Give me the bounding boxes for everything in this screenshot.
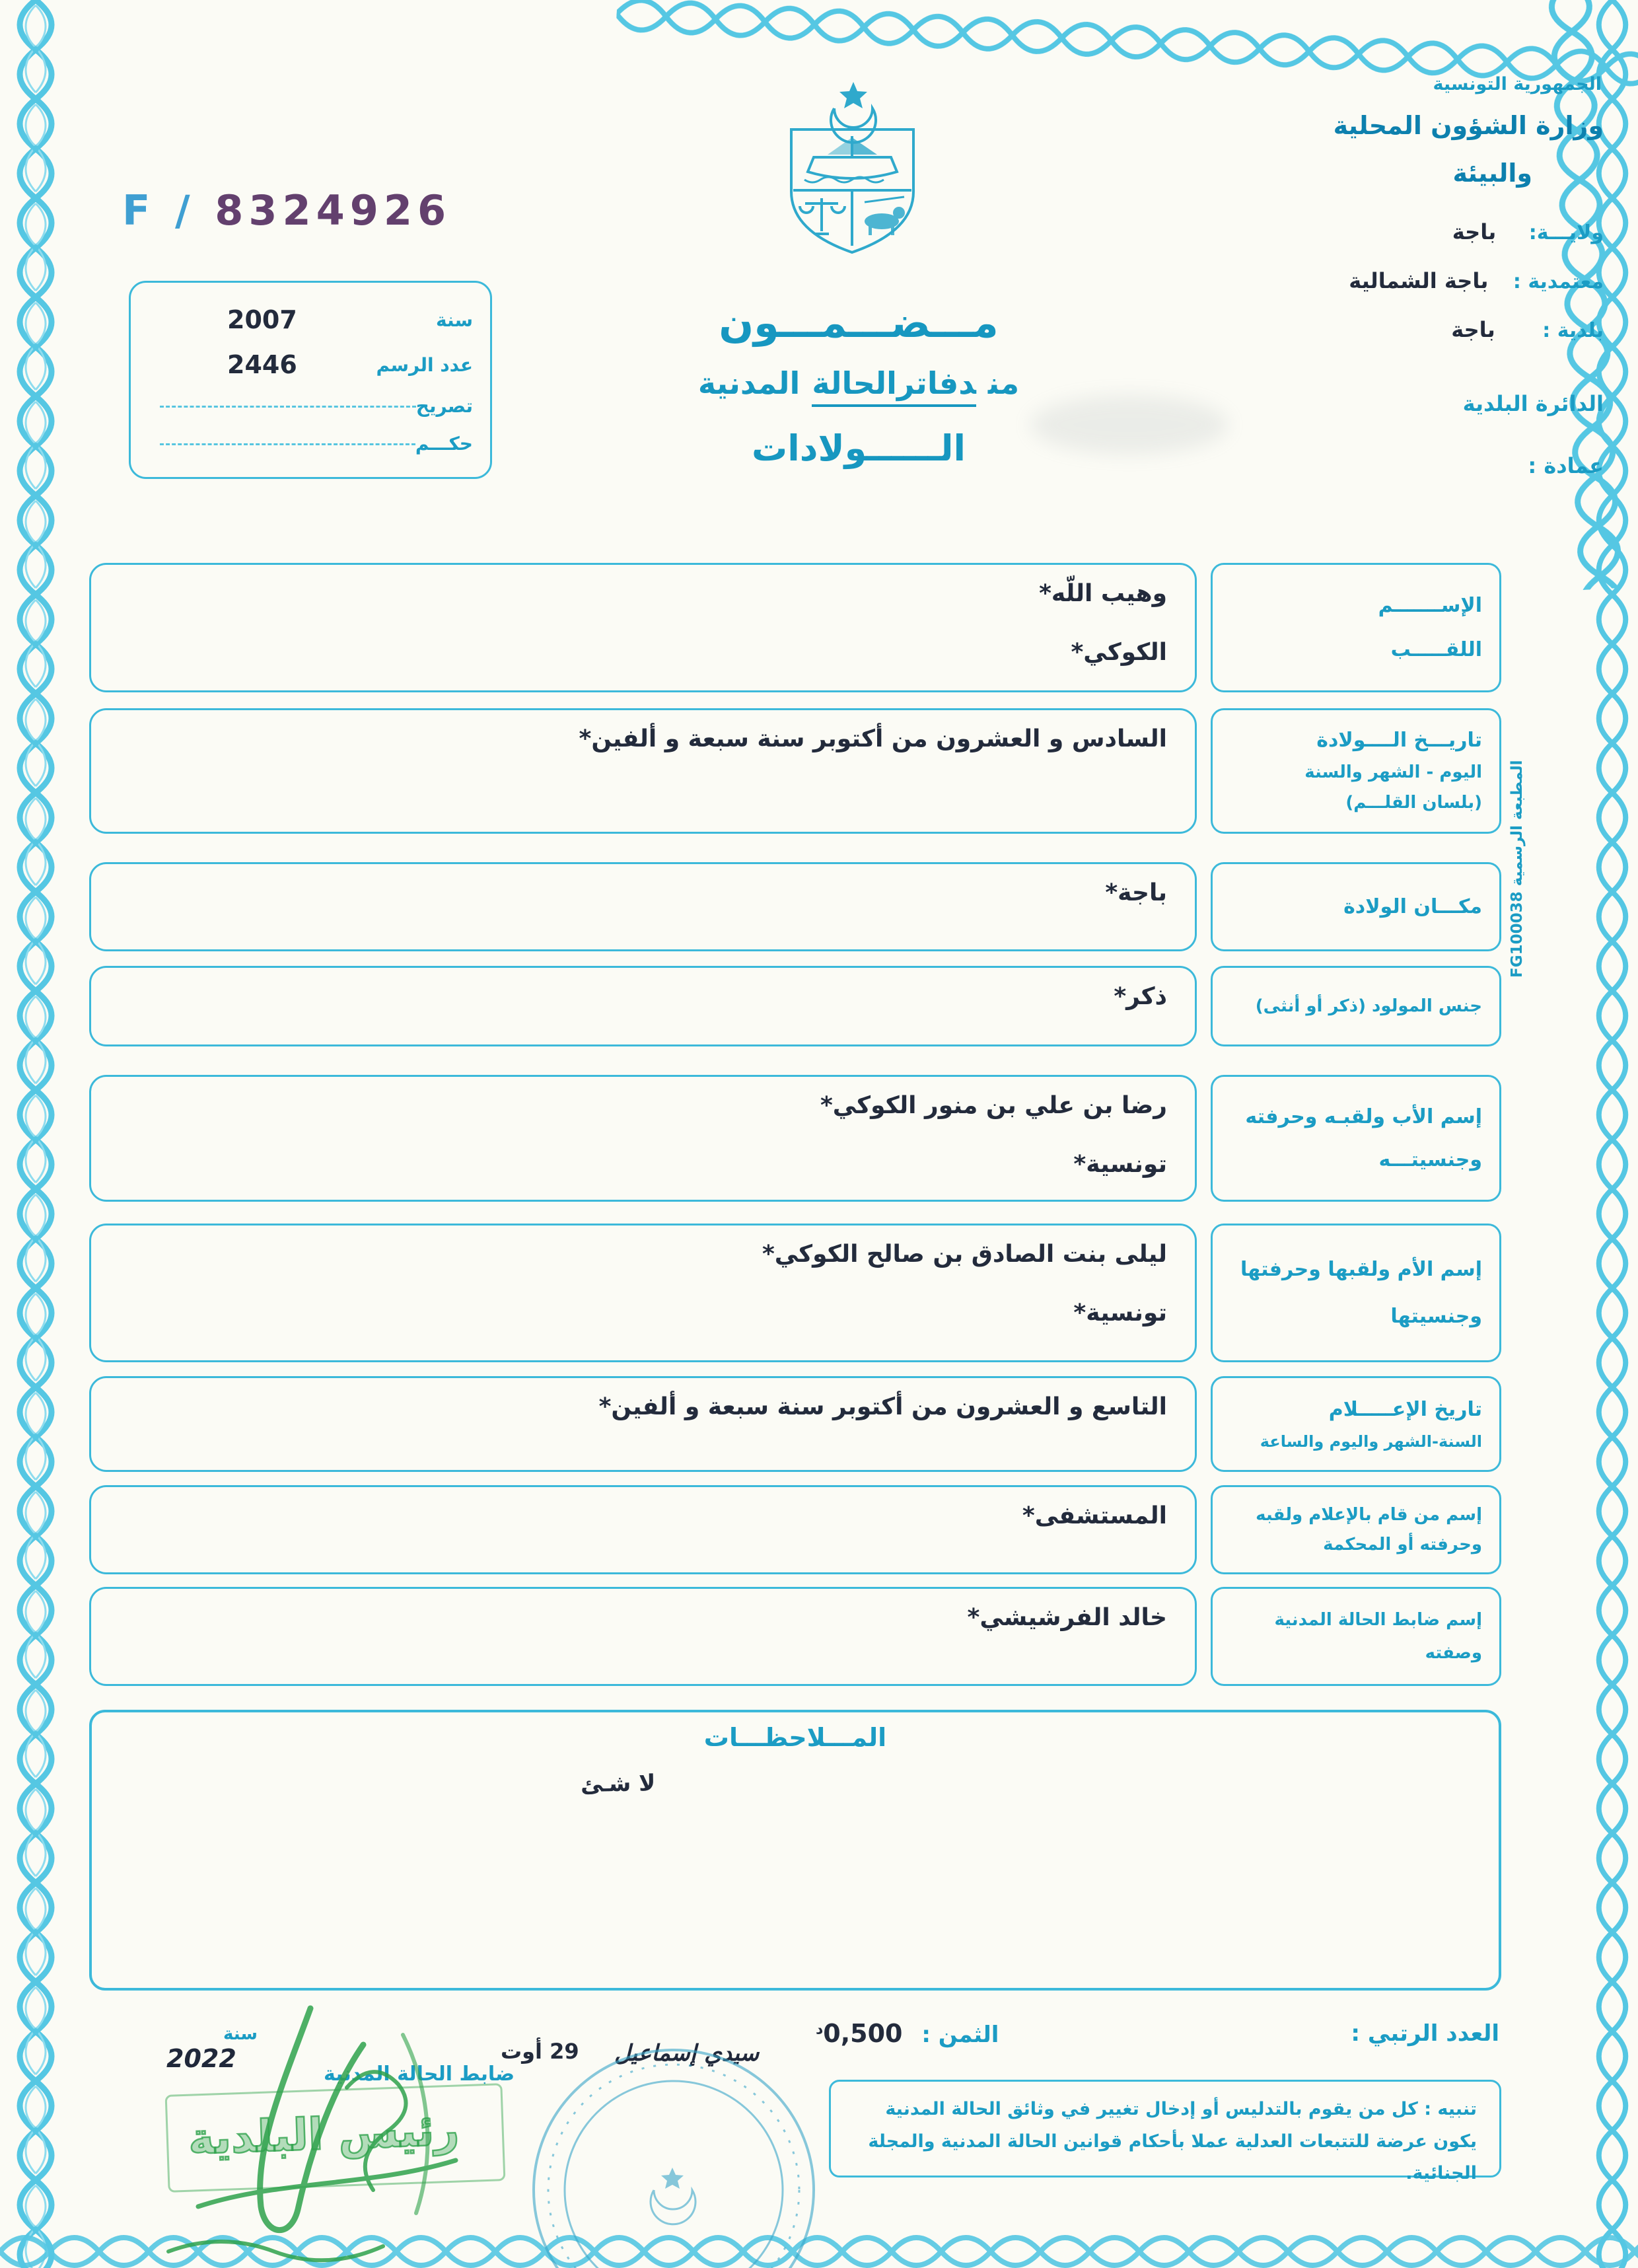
field-label: وصفته <box>1425 1642 1482 1663</box>
year-label: سنة <box>436 309 473 331</box>
title-line2-post: المدنية <box>697 365 801 401</box>
wilaya-label: ولايـــة: <box>1528 221 1604 244</box>
notification-date-value-box <box>89 1376 1197 1472</box>
mutamadiya-label: معتمدية : <box>1513 270 1604 293</box>
declaration-label: تصريح <box>415 395 473 417</box>
sex-label-box <box>1211 966 1501 1046</box>
officer-value: خالد الفرشيشي* <box>967 1604 1167 1631</box>
republic-title: الجمهورية التونسية <box>1433 74 1602 94</box>
field-row-sex <box>89 966 1501 1046</box>
place-handwritten: سيدي إسماعيل <box>614 2040 760 2067</box>
serial-digits: 8324926 <box>215 186 452 235</box>
mother-value-box <box>89 1224 1197 1362</box>
birthdate-label-box <box>1211 708 1501 834</box>
notes-title: المـــلاحظـــات <box>703 1723 887 1752</box>
field-row-birthdate <box>89 708 1501 834</box>
field-label: وحرفته أو المحكمة <box>1323 1534 1482 1555</box>
surname-value: الكوكي* <box>1071 639 1167 667</box>
field-label: السنة-الشهر واليوم والساعة <box>1260 1432 1482 1451</box>
officer-value-box <box>89 1587 1197 1686</box>
ordinal-number-label: العدد الرتبي : <box>1351 2020 1499 2047</box>
registry-record-row <box>148 350 473 379</box>
notes-box <box>89 1710 1501 1991</box>
dotted-line <box>160 405 416 408</box>
officer-signature-label: ضابط الحالة المدنية <box>324 2063 515 2086</box>
field-label: (بلسان القلـــم) <box>1345 793 1482 813</box>
dotted-line <box>160 443 415 445</box>
field-label: إسم الأب ولقبـه وحرفته <box>1245 1105 1482 1128</box>
notification-date-value: التاسع و العشرون من أكتوبر سنة سبعة و ألفين* <box>598 1393 1167 1420</box>
serial-number <box>122 186 451 235</box>
notifier-value-box <box>89 1485 1197 1574</box>
registry-box <box>129 281 492 479</box>
notifier-value: المستشفى* <box>1022 1502 1167 1529</box>
sex-value-box <box>89 966 1197 1046</box>
price <box>816 2019 999 2048</box>
field-label: اليوم - الشهر والسنة <box>1304 762 1482 783</box>
father-name-value: رضا بن علي بن منور الكوكي* <box>820 1092 1167 1119</box>
title-line1: مـــضـــمـــون <box>719 299 999 347</box>
year-handwritten: 2022 <box>166 2044 236 2073</box>
field-label: وجنسيتها <box>1390 1304 1482 1328</box>
father-label-box <box>1211 1075 1501 1202</box>
birthplace-value: باجة* <box>1105 879 1167 906</box>
father-value-box <box>89 1075 1197 1202</box>
field-label: اللقـــــب <box>1390 638 1482 661</box>
field-label: مكـــان الولادة <box>1343 895 1482 918</box>
imada-label: عمادة : <box>1528 453 1604 478</box>
field-label: تاريخ الإعـــــلام <box>1328 1397 1482 1421</box>
title-line3: الــــــولادات <box>751 427 966 469</box>
field-label: وجنسيتـــه <box>1378 1148 1482 1171</box>
registry-declaration-row <box>148 395 473 417</box>
mutamadiya-value: باجة الشمالية <box>1349 268 1489 293</box>
record-value: 2446 <box>227 350 297 379</box>
wilaya-value: باجة <box>1452 219 1497 244</box>
field-label: إسم ضابط الحالة المدنية <box>1274 1610 1482 1630</box>
mutamadiya-line <box>1349 268 1604 293</box>
mother-name-value: ليلى بنت الصادق بن صالح الكوكي* <box>762 1241 1167 1268</box>
warning-box: تنبيه : كل من يقوم بالتدليس أو إدخال تغيير في وثائق الحالة المدنية يكون عرضة للتتبعات العدلية عملا بأحكام قوانين الحالة المدنية والمجلة الجنائية. <box>829 2080 1501 2177</box>
price-label: الثمن : <box>921 2022 999 2048</box>
field-row-father <box>89 1075 1501 1202</box>
birthplace-label-box <box>1211 862 1501 951</box>
baladiya-label: بلدية : <box>1542 319 1604 342</box>
notifier-label-box <box>1211 1485 1501 1574</box>
decorative-border-left <box>3 0 69 2268</box>
birthplace-value-box <box>89 862 1197 951</box>
registry-year-row <box>148 305 473 334</box>
birthdate-value-box <box>89 708 1197 834</box>
date-handwritten: 29 أوت <box>501 2039 579 2064</box>
signature-icon <box>119 1956 621 2268</box>
field-row-notifier <box>89 1485 1501 1574</box>
mother-label-box <box>1211 1224 1501 1362</box>
name-label-box <box>1211 563 1501 692</box>
mayor-stamp-text: رئيس البلدية <box>187 2103 460 2165</box>
ministry-line1: وزارة الشؤون المحلية <box>1333 111 1604 140</box>
field-row-birthplace <box>89 862 1501 951</box>
official-print-mark: المطبعة الرسمية FG100038 <box>1509 760 1526 978</box>
sex-value: ذكر* <box>1114 983 1167 1010</box>
field-row-name <box>89 563 1501 692</box>
serial-prefix: F / <box>122 186 196 235</box>
record-label: عدد الرسم <box>376 353 473 376</box>
first-name-value: وهيب اللّه* <box>1039 580 1167 607</box>
notes-content: لا شـئ <box>580 1770 656 1798</box>
title-line2 <box>581 365 1136 401</box>
field-label: تاريـــخ الــــولادة <box>1316 729 1482 752</box>
price-currency: د <box>816 2021 824 2038</box>
name-value-box <box>89 563 1197 692</box>
officer-label-box <box>1211 1587 1501 1686</box>
title-line2-underlined: دفاترالحالة <box>812 365 976 407</box>
year-value: 2007 <box>227 305 297 334</box>
field-row-officer <box>89 1587 1501 1686</box>
wilaya-line <box>1452 219 1604 244</box>
field-row-mother <box>89 1224 1501 1362</box>
baladiya-line <box>1451 317 1604 342</box>
notification-date-label-box <box>1211 1376 1501 1472</box>
judgment-label: حكـــم <box>415 433 473 455</box>
tunisia-emblem-icon <box>768 73 937 264</box>
birthdate-value: السادس و العشرون من أكتوبر سنة سبعة و ألفين* <box>579 725 1167 752</box>
year-label: سنة <box>223 2024 258 2044</box>
district-label: الدائرة البلدية <box>1462 391 1604 416</box>
mother-nationality-value: تونسية* <box>1073 1299 1167 1327</box>
field-label: جنس المولود (ذكر أو أنثى) <box>1255 996 1482 1016</box>
registry-judgment-row <box>148 433 473 455</box>
field-label: إسم من قام بالإعلام ولقبه <box>1256 1505 1482 1525</box>
price-value: 0,500 <box>823 2019 903 2048</box>
father-nationality-value: تونسية* <box>1073 1151 1167 1179</box>
ministry-line2: والبيئة <box>1452 159 1532 188</box>
field-row-notification-date <box>89 1376 1501 1472</box>
field-label: إسم الأم ولقبها وحرفتها <box>1240 1257 1482 1281</box>
title-line2-pre: من <box>987 365 1020 401</box>
field-label: الإســـــــم <box>1378 594 1482 617</box>
scan-smudge <box>1030 395 1228 455</box>
baladiya-value: باجة <box>1451 317 1495 342</box>
